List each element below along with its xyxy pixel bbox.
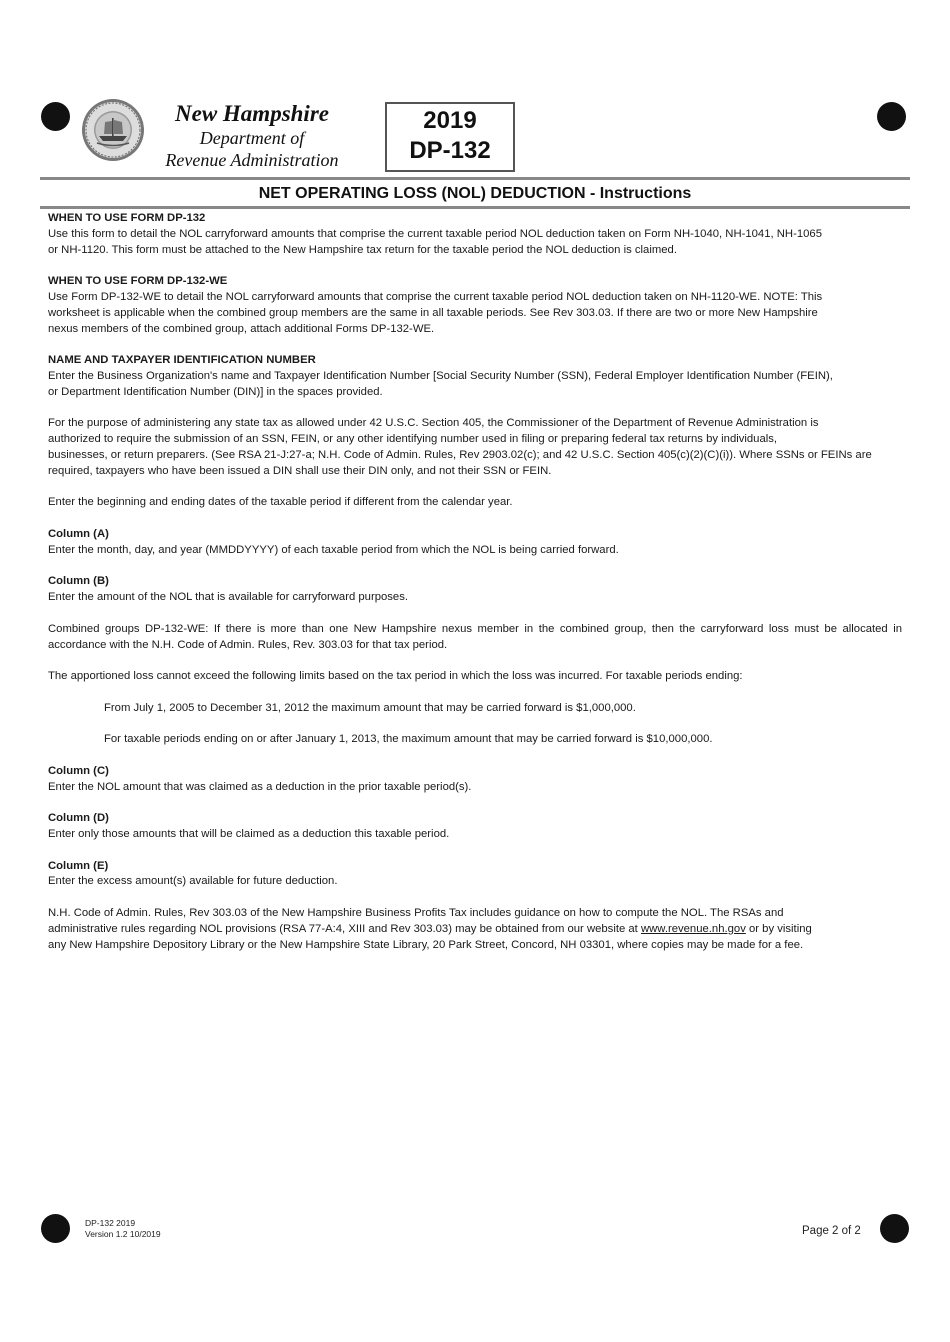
website-link[interactable]: www.revenue.nh.gov <box>640 922 746 935</box>
instructions-body <box>48 211 902 953</box>
agency-line-department: Department of <box>199 128 305 148</box>
text-line: Enter the excess amount(s) available for future deduction. <box>48 875 338 888</box>
text-line: For the purpose of administering any state tax as allowed under 42 U.S.C. Section 405, the Commissioner of the Department of Revenue Administration is <box>48 417 819 430</box>
agency-line-state: New Hampshire <box>175 101 329 126</box>
text-line: or Department Identification Number (DIN)] in the spaces provided. <box>48 385 383 398</box>
text-line: Enter the Business Organization's name and Taxpayer Identification Number [Social Security Number (SSN), Federal Employer Identification Number (FEIN), <box>48 369 833 382</box>
column-a-heading: Column (A) <box>48 527 109 540</box>
text-line: Enter the amount of the NOL that is available for carryforward purposes. <box>48 591 409 604</box>
text-line-part: or by visiting <box>745 922 812 935</box>
text-line: Use Form DP-132-WE to detail the NOL carryforward amounts that comprise the current taxable period NOL deduction taken on NH-1120-WE. NOTE: This <box>48 290 823 303</box>
column-c-heading: Column (C) <box>48 764 109 777</box>
footer-form-info <box>85 1218 161 1240</box>
section-heading: WHEN TO USE FORM DP-132 <box>48 212 206 224</box>
text-line: Enter the month, day, and year (MMDDYYYY) of each taxable period from which the NOL is being carried forward. <box>48 543 619 556</box>
title-rule-bottom <box>40 206 910 209</box>
text-line: required, taxpayers who have been issued a DIN shall use their DIN only, and not their SSN or FEIN. <box>48 464 552 477</box>
footer-form-id: DP-132 2019 <box>85 1218 136 1228</box>
text-line-part: Combined groups DP-132-WE: If there is more than one New Hampshire nexus member in the combined group, then the carryforward loss must be <box>48 622 837 635</box>
form-number: DP-132 <box>409 137 491 164</box>
registration-dot-top-left-icon <box>41 102 70 131</box>
agency-name <box>148 101 356 171</box>
state-seal-icon <box>81 98 145 162</box>
text-line <box>48 622 902 654</box>
text-line: worksheet is applicable when the combined group members are the same in all taxable periods. See Rev 303.03. If there are two or more New Hampshire <box>48 306 818 319</box>
text-line: N.H. Code of Admin. Rules, Rev 303.03 of the New Hampshire Business Profits Tax includes guidance on how to compute the NOL. The RSAs and <box>48 907 784 920</box>
registration-dot-bottom-left-icon <box>41 1214 70 1243</box>
column-e-heading: Column (E) <box>48 859 109 872</box>
section-heading: WHEN TO USE FORM DP-132-WE <box>48 275 228 288</box>
limit-line: From July 1, 2005 to December 31, 2012 the maximum amount that may be carried forward is $1,000,000. <box>104 701 636 714</box>
text-line-part: allocated in accordance with the N.H. Code of Admin. Rules, Rev. 303.03 for that tax period. <box>48 622 902 651</box>
text-line: Use this form to detail the NOL carryforward amounts that comprise the current taxable period NOL deduction taken on Form NH-1040, NH-1041, NH-1065 <box>48 227 822 240</box>
title-rule-top <box>40 177 910 180</box>
registration-dot-top-right-icon <box>877 102 906 131</box>
form-id-box <box>385 102 515 172</box>
text-line <box>48 922 902 938</box>
text-line: or NH-1120. This form must be attached to the New Hampshire tax return for the taxable period the NOL deduction is claimed. <box>48 243 677 256</box>
form-year: 2019 <box>423 107 477 134</box>
page-title: NET OPERATING LOSS (NOL) DEDUCTION - Instructions <box>258 185 692 202</box>
text-line: any New Hampshire Depository Library or the New Hampshire State Library, 20 Park Street, Concord, NH 03301, where copies may be made for a fee. <box>48 938 804 951</box>
text-line: Enter the NOL amount that was claimed as a deduction in the prior taxable period(s). <box>48 780 472 793</box>
registration-dot-bottom-right-icon <box>880 1214 909 1243</box>
text-line: businesses, or return preparers. (See RSA 21-J:27-a; N.H. Code of Admin. Rules, Rev 2903.02(c); and 42 U.S.C. Section 405(c)(2)(C)(i)). Where SSNs or FEINs are <box>48 448 872 461</box>
text-line: Enter the beginning and ending dates of the taxable period if different from the calendar year. <box>48 496 513 509</box>
footer-version: Version 1.2 10/2019 <box>85 1229 161 1239</box>
page-number: Page 2 of 2 <box>802 1225 861 1237</box>
text-line: nexus members of the combined group, attach additional Forms DP-132-WE. <box>48 322 435 335</box>
agency-line-division: Revenue Administration <box>165 150 339 170</box>
limit-line: For taxable periods ending on or after January 1, 2013, the maximum amount that may be carried forward is $10,000,000. <box>104 733 713 746</box>
text-line: authorized to require the submission of an SSN, FEIN, or any other identifying number used in filing or preparing federal tax returns by individuals, <box>48 433 778 446</box>
text-line: The apportioned loss cannot exceed the following limits based on the tax period in which the loss was incurred. For taxable periods ending: <box>48 670 743 683</box>
section-heading: NAME AND TAXPAYER IDENTIFICATION NUMBER <box>48 354 316 367</box>
text-line-part: administrative rules regarding NOL provisions (RSA 77-A:4, XIII and Rev 303.03) may be obtained from our website at <box>48 922 641 935</box>
column-d-heading: Column (D) <box>48 812 109 825</box>
column-b-heading: Column (B) <box>48 575 109 588</box>
text-line: Enter only those amounts that will be claimed as a deduction this taxable period. <box>48 828 450 841</box>
